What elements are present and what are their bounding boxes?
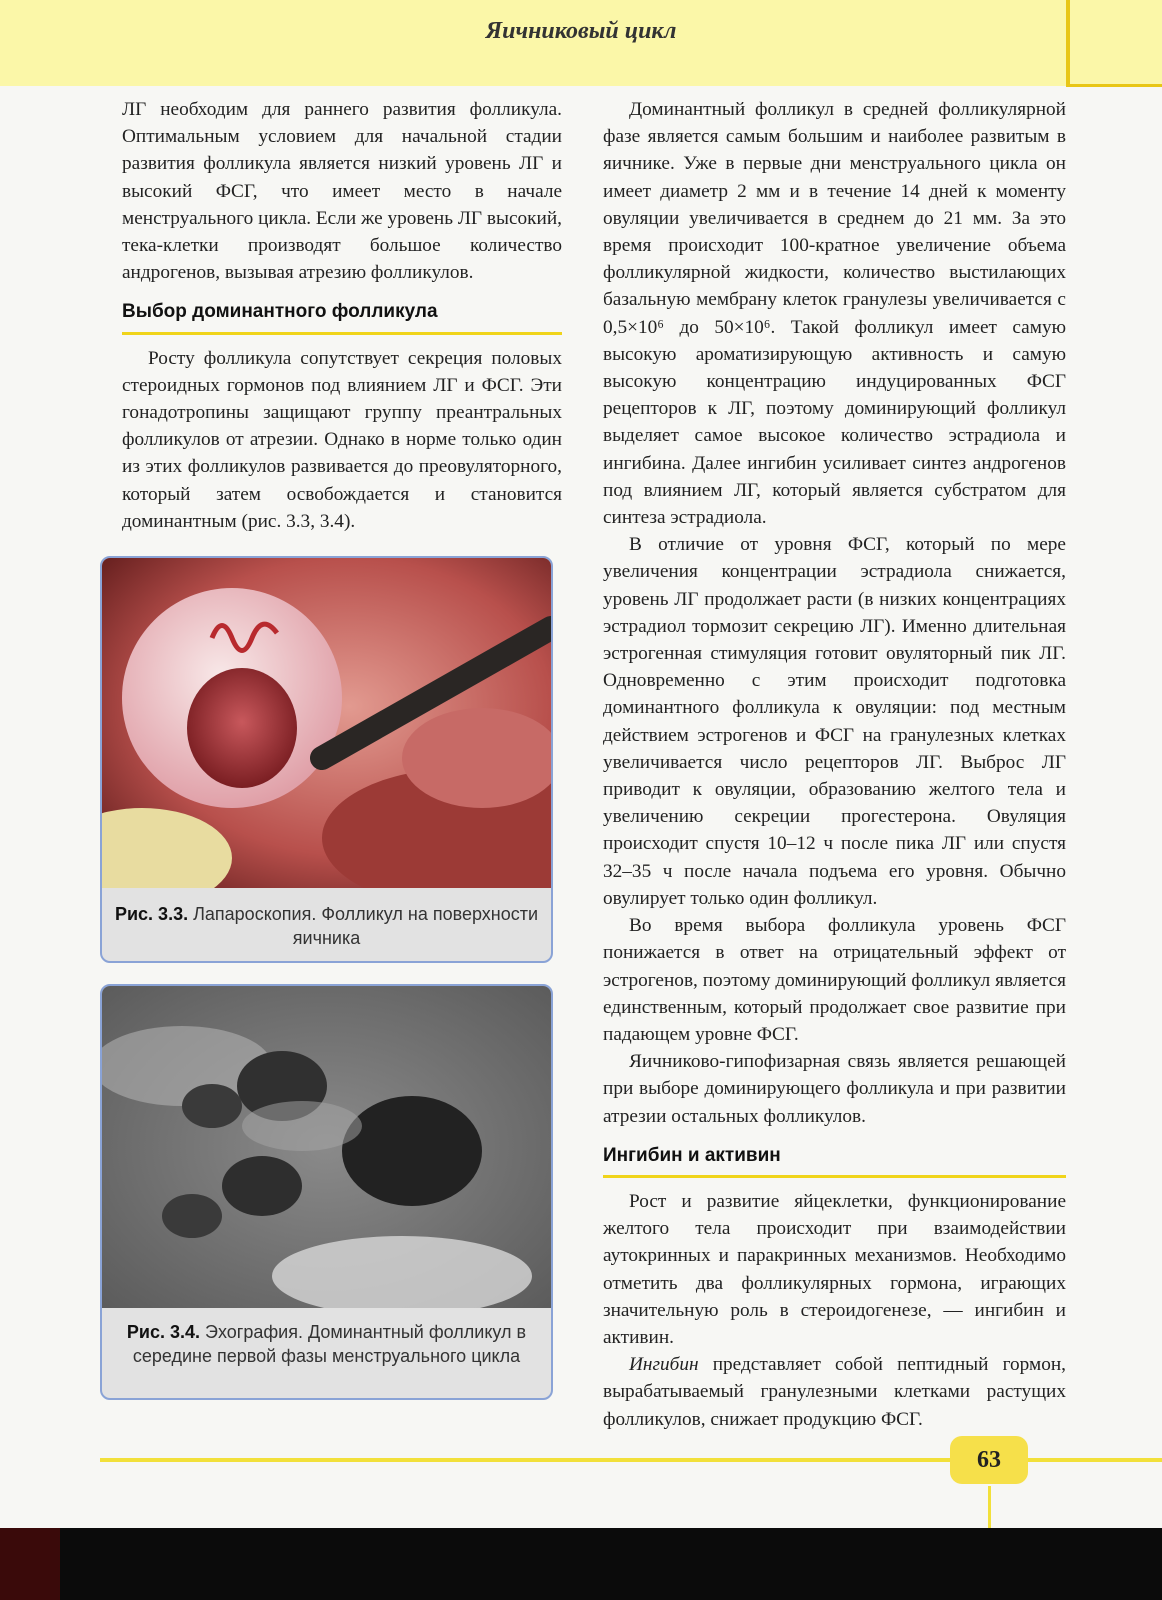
right-column [603,96,1066,1433]
figure-ultrasound [100,984,553,1400]
section-heading: Ингибин и активин [603,1142,1066,1178]
paragraph: Во время выбора фолликула уровень ФСГ понижается в ответ на отрицательный эффект от эстрогенов, поэтому доминирующий фолликул является единственным, который продолжает свое развитие при падающем уровне ФСГ. [603,915,1066,1045]
paragraph: В отличие от уровня ФСГ, который по мере увеличения концентрации эстрадиола снижается, уровень ЛГ продолжает расти (в низких концентрациях эстрадиол тормозит секрецию ЛГ). Именно длительная эстрогенная стимуляция готовит овуляторный пик ЛГ. Одновременно с этим происходит подготовка доминантного фолликула к овуляции: под местным действием эстрогенов и ФСГ на гранулезных клетках увеличивается число рецепторов ЛГ. Выброс ЛГ приводит к овуляции, образованию желтого тела и увеличению секреции прогестерона. Овуляция происходит спустя 10–12 ч после пика ЛГ или спустя 32–35 ч после начала подъема его уровня. Обычно овулирует только один фолликул. [603,534,1066,909]
ultrasound-photo [102,986,551,1308]
section-heading: Выбор доминантного фолликула [122,298,562,334]
paragraph: Рост и развитие яйцеклетки, функционирование желтого тела происходит при взаимодействии аутокринных и паракринных механизмов. Необходимо отметить два фолликулярных гормона, играющих значительную роль в стероидогенезе, — ингибин и активин. [603,1190,1066,1348]
figure-label: Рис. 3.3. [114,904,189,924]
figure-caption [102,902,551,950]
figure-label: Рис. 3.4. [126,1322,200,1342]
figure-caption-text: Эхография. Доминантный фолликул в середине первой фазы менструального цикла [132,1322,527,1366]
figure-caption [102,1320,551,1368]
paragraph [603,1351,1066,1433]
paragraph: Росту фолликула сопутствует секреция половых стероидных гормонов под влиянием ЛГ и ФСГ. Эти гонадотропины защищают группу преантральных фолликулов от атрезии. Однако в норме только один из этих фолликулов развивается до преовуляторного, который затем освобождается и становится доминантным (рис. 3.3, 3.4). [122,347,562,532]
paragraph: Яичниково-гипофизарная связь является решающей при выборе доминирующего фолликула и при развитии атрезии остальных фолликулов. [603,1051,1066,1127]
scan-border [0,1528,1162,1600]
paragraph: ЛГ необходим для раннего развития фолликула. Оптимальным условием для начальной стадии развития фолликула является низкий уровень ЛГ и высокий ФСГ, что имеет место в начале менструального цикла. Если же уровень ЛГ высокий, тека-клетки производят большое количество андрогенов, вызывая атрезию фолликулов. [122,99,562,284]
running-header-title: Яичниковый цикл [485,18,677,44]
footer-divider [988,1486,991,1528]
figure-caption-text: Лапароскопия. Фолликул на поверхности яичника [193,904,539,948]
scan-border-edge [0,1528,60,1600]
paragraph-text: представляет собой пептидный гормон, вырабатываемый гранулезными клетками растущих фолликулов, снижает продукцию ФСГ. [603,1354,1066,1430]
figure-laparoscopy [100,556,553,963]
paragraph: Доминантный фолликул в средней фолликулярной фазе является самым большим и наиболее развитым в яичнике. Уже в первые дни менструального цикла он имеет диаметр 2 мм и в течение 14 дней к моменту овуляции увеличивается в среднем до 21 мм. За это время происходит 100-кратное увеличение объема фолликулярной жидкости, количество выстилающих базальную мембрану клеток гранулезы увеличивается с 0,5×10⁶ до 50×10⁶. Такой фолликул имеет самую высокую ароматизирующую активность и самую высокую концентрацию индуцированных ФСГ рецепторов к ЛГ, поэтому доминирующий фолликул выделяет самое высокое количество эстрадиола и ингибина. Далее ингибин усиливает синтез андрогенов под влиянием ЛГ, который является субстратом для синтеза эстрадиола. [603,99,1066,529]
header-rule [1066,84,1162,87]
left-column [122,96,562,535]
laparoscopy-photo [102,558,551,888]
emphasis-term: Ингибин [629,1354,699,1376]
header-divider [1066,0,1070,86]
page-number: 63 [950,1436,1028,1484]
